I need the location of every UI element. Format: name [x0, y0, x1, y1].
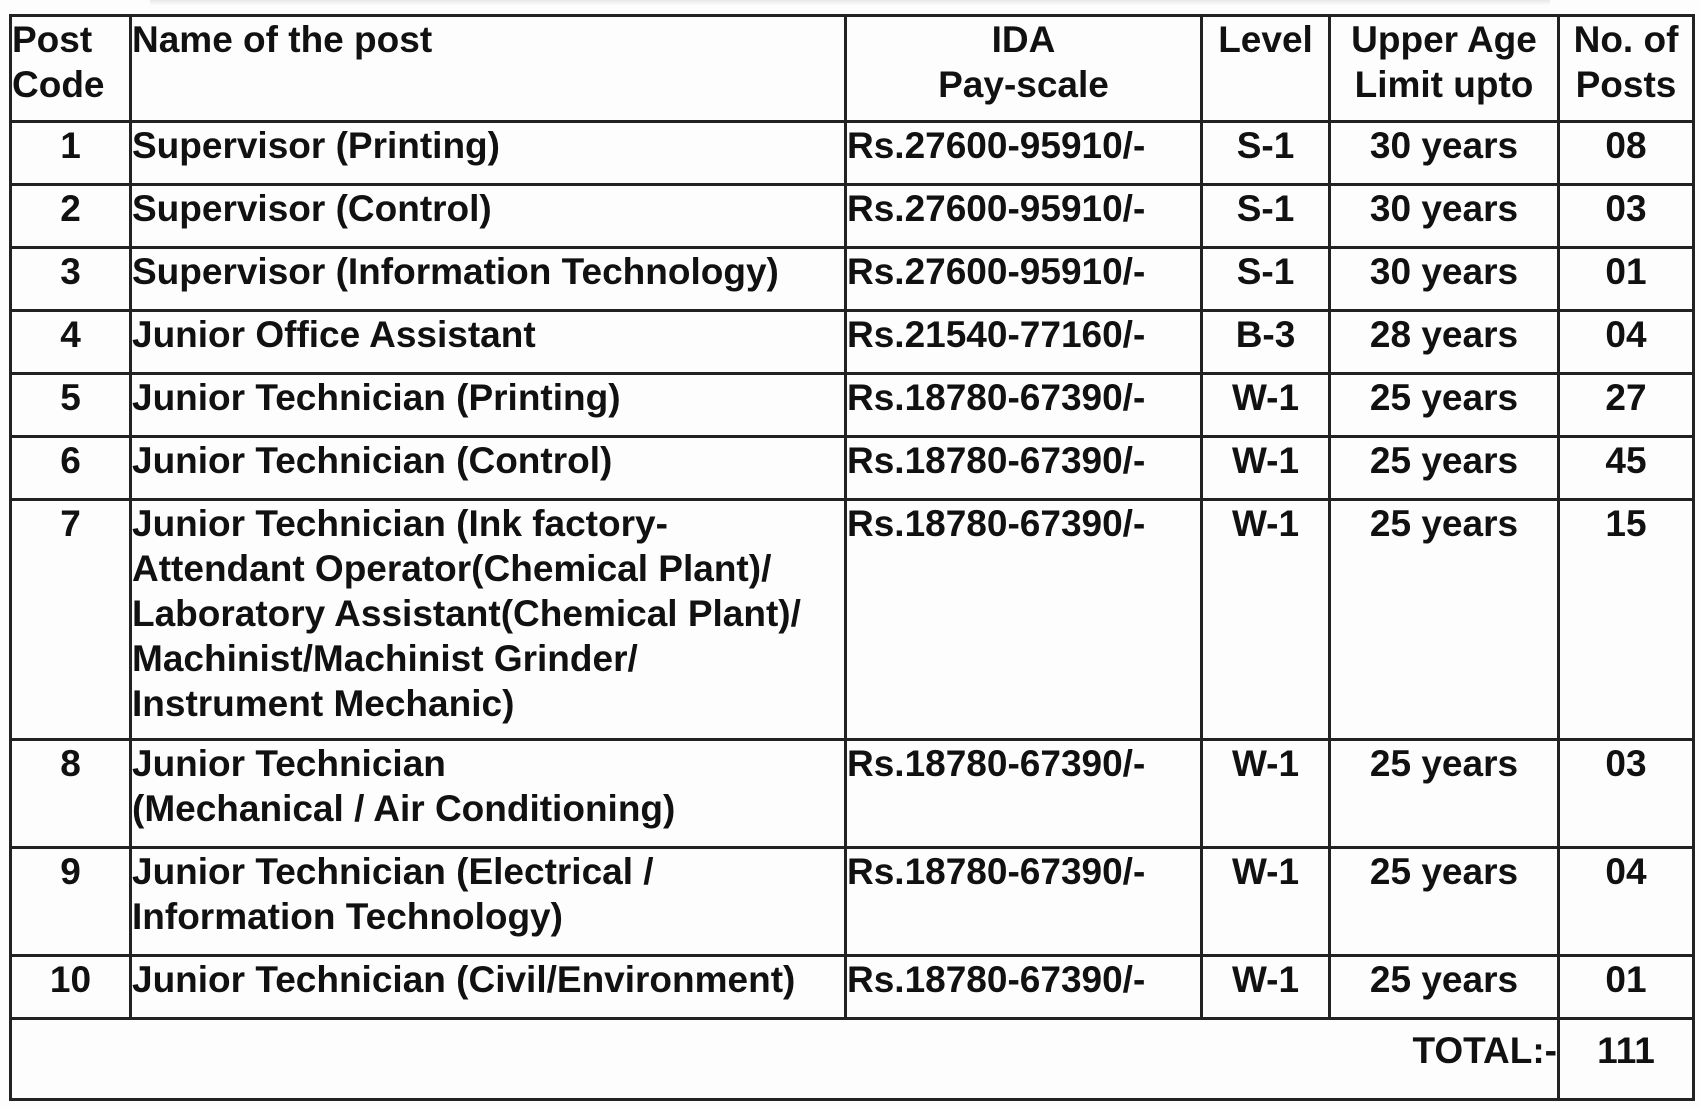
table-row [11, 374, 1694, 437]
post-name-cell [131, 374, 846, 437]
number-of-posts-cell: 03 [1559, 185, 1694, 248]
table-row [11, 740, 1694, 848]
number-of-posts-cell: 03 [1559, 740, 1694, 848]
post-name-line: (Mechanical / Air Conditioning) [132, 788, 676, 829]
post-code-cell: 10 [11, 956, 131, 1019]
post-name-line: Junior Technician (Ink factory- [132, 503, 668, 544]
post-name-line: Instrument Mechanic) [132, 683, 515, 724]
table-row [11, 248, 1694, 311]
total-label: TOTAL:- [11, 1019, 1559, 1100]
post-name-cell [131, 437, 846, 500]
age-limit-cell: 25 years [1330, 848, 1559, 956]
post-name-line: Junior Office Assistant [132, 314, 536, 355]
number-of-posts-cell: 27 [1559, 374, 1694, 437]
header-name-of-post: Name of the post [131, 16, 846, 122]
table-body [11, 122, 1694, 1019]
age-limit-cell: 25 years [1330, 437, 1559, 500]
post-name-line: Laboratory Assistant(Chemical Plant)/ [132, 593, 801, 634]
table-row [11, 185, 1694, 248]
post-code-cell: 8 [11, 740, 131, 848]
post-name-cell [131, 848, 846, 956]
header-number-of-posts-line: Posts [1575, 64, 1677, 105]
post-code-cell: 6 [11, 437, 131, 500]
age-limit-cell: 30 years [1330, 122, 1559, 185]
level-cell: W-1 [1202, 848, 1330, 956]
table-row [11, 500, 1694, 740]
level-cell: S-1 [1202, 185, 1330, 248]
age-limit-cell: 25 years [1330, 500, 1559, 740]
level-cell: W-1 [1202, 374, 1330, 437]
header-pay-scale-line: IDA [991, 19, 1056, 60]
level-cell: W-1 [1202, 740, 1330, 848]
number-of-posts-cell: 08 [1559, 122, 1694, 185]
header-number-of-posts-line: No. of [1573, 19, 1679, 60]
header-post-code [11, 16, 131, 122]
post-name-cell [131, 122, 846, 185]
table-row [11, 122, 1694, 185]
table-row [11, 311, 1694, 374]
header-post-code-line: Post [12, 19, 93, 60]
header-age-limit-line: Limit upto [1354, 64, 1534, 105]
header-number-of-posts [1559, 16, 1694, 122]
header-pay-scale [846, 16, 1202, 122]
post-name-line: Supervisor (Printing) [132, 125, 500, 166]
pay-scale-cell: Rs.18780-67390/- [846, 848, 1202, 956]
post-name-line: Information Technology) [132, 896, 563, 937]
table-row [11, 848, 1694, 956]
pay-scale-cell: Rs.18780-67390/- [846, 437, 1202, 500]
pay-scale-cell: Rs.18780-67390/- [846, 740, 1202, 848]
level-cell: S-1 [1202, 248, 1330, 311]
post-name-line: Attendant Operator(Chemical Plant)/ [132, 548, 772, 589]
age-limit-cell: 30 years [1330, 185, 1559, 248]
pay-scale-cell: Rs.27600-95910/- [846, 122, 1202, 185]
pay-scale-cell: Rs.27600-95910/- [846, 248, 1202, 311]
pay-scale-cell: Rs.18780-67390/- [846, 500, 1202, 740]
post-name-line: Supervisor (Control) [132, 188, 492, 229]
level-cell: S-1 [1202, 122, 1330, 185]
posts-table [9, 14, 1695, 1101]
age-limit-cell: 30 years [1330, 248, 1559, 311]
post-name-line: Junior Technician (Electrical / [132, 851, 654, 892]
number-of-posts-cell: 15 [1559, 500, 1694, 740]
header-row [11, 16, 1694, 122]
post-name-line: Junior Technician (Printing) [132, 377, 621, 418]
total-value: 111 [1559, 1019, 1694, 1100]
post-name-cell [131, 311, 846, 374]
post-code-cell: 9 [11, 848, 131, 956]
post-name-line: Supervisor (Information Technology) [132, 251, 779, 292]
level-cell: W-1 [1202, 437, 1330, 500]
post-name-line: Junior Technician (Civil/Environment) [132, 959, 796, 1000]
header-pay-scale-line: Pay-scale [938, 64, 1109, 105]
pay-scale-cell: Rs.21540-77160/- [846, 311, 1202, 374]
table-row [11, 956, 1694, 1019]
level-cell: W-1 [1202, 956, 1330, 1019]
table-header [11, 16, 1694, 122]
number-of-posts-cell: 45 [1559, 437, 1694, 500]
age-limit-cell: 25 years [1330, 374, 1559, 437]
number-of-posts-cell: 01 [1559, 248, 1694, 311]
age-limit-cell: 28 years [1330, 311, 1559, 374]
header-age-limit [1330, 16, 1559, 122]
post-code-cell: 5 [11, 374, 131, 437]
post-code-cell: 1 [11, 122, 131, 185]
post-code-cell: 2 [11, 185, 131, 248]
number-of-posts-cell: 04 [1559, 311, 1694, 374]
faded-text-strip [150, 0, 1550, 6]
post-name-cell [131, 740, 846, 848]
number-of-posts-cell: 01 [1559, 956, 1694, 1019]
header-post-code-line: Code [12, 64, 105, 105]
post-name-cell [131, 185, 846, 248]
post-name-cell [131, 500, 846, 740]
pay-scale-cell: Rs.18780-67390/- [846, 374, 1202, 437]
table-row [11, 437, 1694, 500]
post-name-cell [131, 248, 846, 311]
post-name-cell [131, 956, 846, 1019]
level-cell: W-1 [1202, 500, 1330, 740]
total-row [11, 1019, 1694, 1100]
table-footer [11, 1019, 1694, 1100]
age-limit-cell: 25 years [1330, 740, 1559, 848]
header-level: Level [1202, 16, 1330, 122]
post-name-line: Machinist/Machinist Grinder/ [132, 638, 638, 679]
post-name-line: Junior Technician (Control) [132, 440, 613, 481]
post-name-line: Junior Technician [132, 743, 446, 784]
age-limit-cell: 25 years [1330, 956, 1559, 1019]
post-code-cell: 7 [11, 500, 131, 740]
post-code-cell: 3 [11, 248, 131, 311]
header-age-limit-line: Upper Age [1351, 19, 1537, 60]
level-cell: B-3 [1202, 311, 1330, 374]
pay-scale-cell: Rs.18780-67390/- [846, 956, 1202, 1019]
pay-scale-cell: Rs.27600-95910/- [846, 185, 1202, 248]
number-of-posts-cell: 04 [1559, 848, 1694, 956]
post-code-cell: 4 [11, 311, 131, 374]
